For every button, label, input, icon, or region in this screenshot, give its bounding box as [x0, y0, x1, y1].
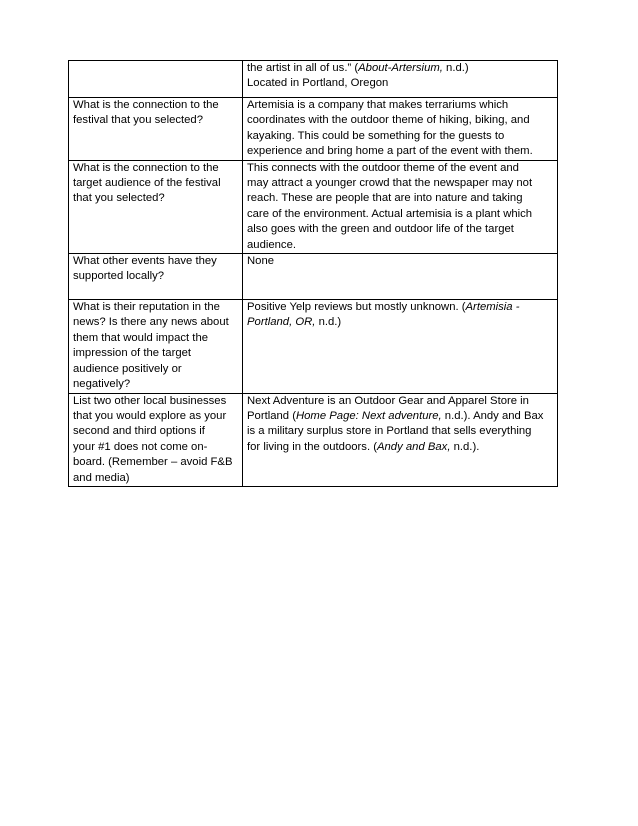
- answer-text-line: [247, 98, 553, 113]
- answer-text-line: [247, 394, 553, 409]
- answer-text-line: [247, 129, 553, 144]
- question-text-line: negatively?: [73, 378, 131, 391]
- question-text-line: What is the connection to the: [73, 99, 219, 111]
- question-text-line: impression of the target: [73, 347, 192, 360]
- question-text-line: festival that you selected?: [73, 114, 203, 127]
- answer-text-segment: audience.: [247, 238, 296, 251]
- answer-text-line: [247, 440, 553, 455]
- italic-citation-text: Home Page: Next adventure,: [295, 409, 442, 422]
- question-text-line: audience positively or: [73, 362, 182, 375]
- answer-cell: [243, 61, 558, 98]
- answer-text-segment: None: [247, 255, 275, 268]
- italic-citation-text: About-Artersium,: [358, 62, 443, 74]
- answer-text-line: [247, 176, 553, 191]
- answer-text-line: [247, 207, 553, 222]
- question-text-line: second and third options if: [73, 425, 205, 438]
- question-text-line: them that would impact the: [73, 331, 209, 344]
- answer-cell: [243, 98, 558, 161]
- answer-cell: [243, 393, 558, 486]
- italic-citation-text: Portland, OR,: [247, 316, 316, 329]
- answer-text-segment: may attract a younger crowd that the newspaper may not: [247, 177, 533, 190]
- table-row: [69, 254, 558, 300]
- answer-text-segment: coordinates with the outdoor theme of hiking, biking, and: [247, 114, 530, 127]
- answer-text-line: [247, 144, 553, 159]
- answer-cell: [243, 254, 558, 300]
- answer-text-segment: the artist in all of us.” (: [247, 62, 359, 74]
- answer-text-segment: reach. These are people that are into nature and taking: [247, 192, 523, 205]
- table-row: [69, 160, 558, 253]
- answer-text-line: [247, 191, 553, 206]
- question-cell: [69, 98, 243, 161]
- italic-citation-text: Andy and Bax,: [376, 440, 451, 453]
- answer-text-segment: n.d.).: [450, 440, 480, 453]
- question-answer-table: [68, 60, 558, 487]
- italic-citation-text: Artemisia -: [465, 301, 520, 314]
- question-cell: [69, 61, 243, 98]
- answer-text-segment: for living in the outdoors. (: [247, 440, 377, 453]
- table-row: [69, 61, 558, 98]
- answer-text-line: [247, 238, 553, 253]
- answer-text-line: [247, 61, 553, 76]
- answer-text-segment: is a military surplus store in Portland that sells everything: [247, 425, 532, 438]
- answer-text-line: [247, 254, 553, 269]
- question-text-line: board. (Remember – avoid F&B: [73, 456, 233, 469]
- answer-text-segment: n.d.). Andy and Bax: [441, 409, 544, 422]
- question-cell: [69, 300, 243, 393]
- question-text-line: your #1 does not come on-: [73, 440, 208, 453]
- answer-text-segment: Artemisia is a company that makes terrariums which: [247, 99, 509, 111]
- question-text-line: What other events have they: [73, 255, 217, 268]
- question-cell: [69, 393, 243, 486]
- table-row: [69, 300, 558, 393]
- answer-cell: [243, 160, 558, 253]
- answer-text-segment: Next Adventure is an Outdoor Gear and Apparel Store in: [247, 394, 529, 407]
- answer-text-segment: Positive Yelp reviews but mostly unknown. (: [247, 301, 466, 314]
- question-text-line: target audience of the festival: [73, 177, 221, 190]
- question-text-line: List two other local businesses: [73, 394, 227, 407]
- answer-text-line: [247, 315, 553, 330]
- answer-text-segment: also goes with the green and outdoor life of the target: [247, 223, 514, 236]
- answer-text-line: [247, 424, 553, 439]
- question-cell: [69, 254, 243, 300]
- question-text-line: What is the connection to the: [73, 161, 219, 174]
- answer-text-line: [247, 113, 553, 128]
- answer-text-segment: Portland (: [247, 409, 296, 422]
- answer-text-segment: care of the environment. Actual artemisia is a plant which: [247, 207, 533, 220]
- question-text-line: that you selected?: [73, 192, 165, 205]
- answer-text-segment: experience and bring home a part of the event with them.: [247, 145, 533, 158]
- answer-cell: [243, 300, 558, 393]
- question-cell: [69, 160, 243, 253]
- question-text-line: that you would explore as your: [73, 409, 227, 422]
- answer-text-line: [247, 76, 553, 91]
- answer-text-line: [247, 409, 553, 424]
- question-text-line: supported locally?: [73, 270, 165, 283]
- answer-text-line: [247, 222, 553, 237]
- question-text-line: and media): [73, 471, 130, 484]
- table-body: [69, 61, 558, 487]
- table-row: [69, 393, 558, 486]
- answer-text-segment: n.d.): [315, 316, 342, 329]
- answer-text-line: [247, 300, 553, 315]
- answer-text-segment: n.d.): [442, 62, 469, 74]
- answer-text-segment: This connects with the outdoor theme of the event and: [247, 161, 519, 174]
- question-text-line: news? Is there any news about: [73, 316, 229, 329]
- question-text-line: What is their reputation in the: [73, 301, 220, 314]
- answer-text-segment: Located in Portland, Oregon: [247, 77, 389, 90]
- answer-text-segment: kayaking. This could be something for the guests to: [247, 129, 505, 142]
- table-row: [69, 98, 558, 161]
- answer-text-line: [247, 161, 553, 176]
